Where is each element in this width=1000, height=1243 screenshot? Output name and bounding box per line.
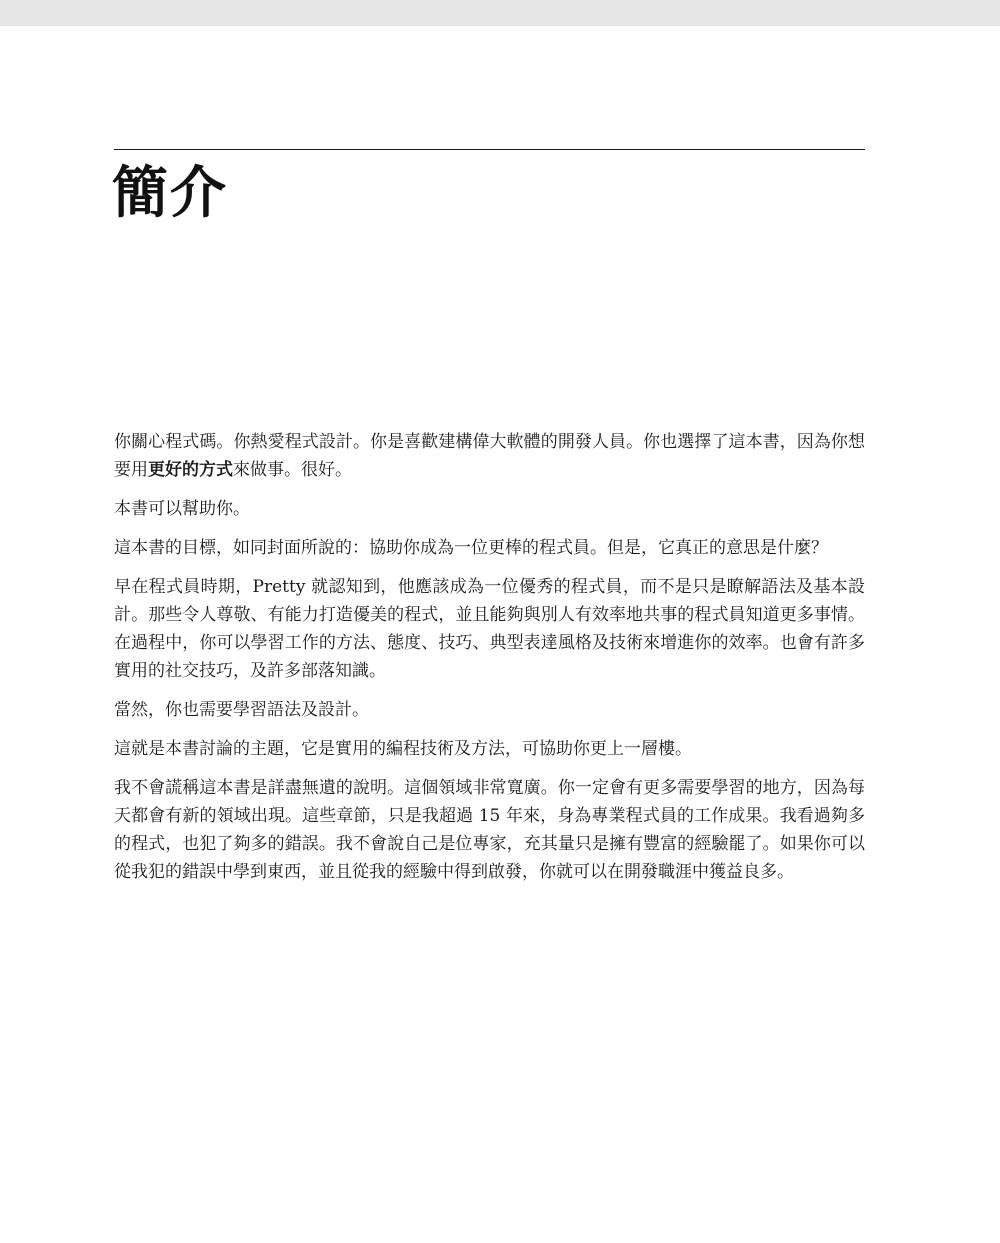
page-title: 簡介 bbox=[112, 161, 228, 226]
paragraph-7: 我不會謊稱這本書是詳盡無遺的說明。這個領域非常寬廣。你一定會有更多需要學習的地方，因為每天都會有新的領域出現。這些章節，只是我超過 15 年來，身為專業程式員的工作成果。我看過夠多的程式，也犯了夠多的錯誤。我不會說自己是位專家，充其量只是擁有豐富的經驗罷了。如果你可以從我犯的錯誤中學到東西，並且從我的經驗中得到啟發，你就可以在開發職涯中獲益良多。 bbox=[114, 778, 865, 882]
paragraph-1-before: 你關心程式碼。你熱愛程式設計。你是喜歡建構偉大軟體的開發人員。你也選擇了這本書，因為你想要用 bbox=[114, 432, 865, 480]
paragraph-6: 這就是本書討論的主題，它是實用的編程技術及方法，可協助你更上一層樓。 bbox=[114, 739, 692, 759]
top-bar bbox=[0, 0, 1000, 26]
paragraph-2: 本書可以幫助你。 bbox=[114, 499, 250, 519]
paragraph-1-emphasis: 更好的方式 bbox=[148, 460, 233, 480]
paragraph-3: 這本書的目標，如同封面所說的：協助你成為一位更棒的程式員。但是，它真正的意思是什麼？ bbox=[114, 538, 828, 558]
title-rule bbox=[114, 149, 865, 150]
paragraph-4: 早在程式員時期，Pretty 就認知到，他應該成為一位優秀的程式員，而不是只是瞭解語法及基本設計。那些令人尊敬、有能力打造優美的程式，並且能夠與別人有效率地共事的程式員知道更多事情。在過程中，你可以學習工作的方法、態度、技巧、典型表達風格及技術來增進你的效率。也會有許多實用的社交技巧，及許多部落知識。 bbox=[114, 577, 865, 681]
paragraph-1 bbox=[114, 428, 865, 484]
paragraph-1-after: 來做事。很好。 bbox=[233, 460, 352, 480]
body-text bbox=[114, 428, 865, 897]
paragraph-5: 當然，你也需要學習語法及設計。 bbox=[114, 700, 369, 720]
